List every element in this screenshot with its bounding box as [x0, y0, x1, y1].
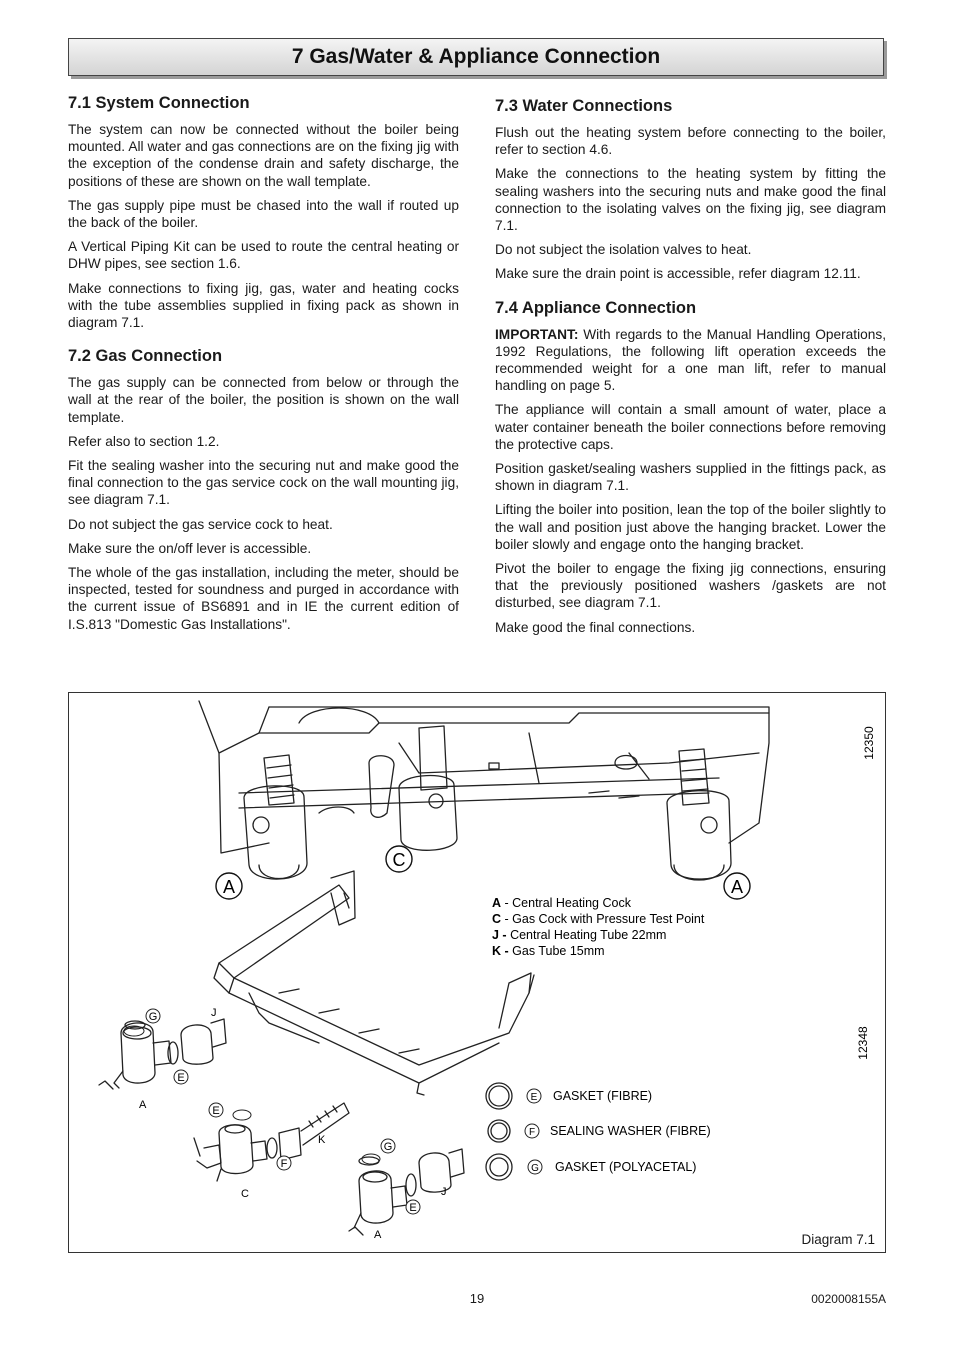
component-key: [492, 896, 705, 958]
installation-diagram: [69, 693, 885, 1252]
key-item: K - Gas Tube 15mm: [492, 944, 605, 958]
heading-appliance-connection: 7.4 Appliance Connection: [495, 298, 697, 317]
paragraph: The system can now be connected without the boiler being mounted. All water and gas connections are on the fixing jig with the exception of the condense drain and safety discharge, the positions of these are shown on the wall template.: [68, 122, 459, 189]
heading-system-connection: 7.1 System Connection: [68, 94, 250, 112]
callout-c: [386, 846, 412, 872]
page-title: 7 Gas/Water & Appliance Connection: [291, 45, 661, 68]
svg-text:C: C: [392, 850, 406, 870]
diagram-7-1: [68, 692, 886, 1253]
paragraph: Flush out the heating system before connecting to the boiler, refer to section 4.6.: [495, 125, 886, 158]
svg-text:A: A: [139, 1099, 147, 1111]
svg-text:G: G: [148, 1011, 158, 1023]
paragraph: The gas supply pipe must be chased into the wall if routed up the back of the boiler.: [68, 197, 459, 231]
loose-heating-cock-left-illustration: [99, 1019, 226, 1089]
important-text: With regards to the Manual Handling Operations, 1992 Regulations, the following lift operation exceeds the recommended weight for a one man lift, refer to manual handling on page 5.: [495, 326, 886, 394]
central-heating-cock-left-illustration: [244, 755, 307, 879]
left-column: [68, 94, 459, 640]
key-item: C - Gas Cock with Pressure Test Point: [492, 912, 705, 926]
paragraph: The whole of the gas installation, including the meter, should be inspected, tested for soundness and purged in accordance with the current issue of BS6891 and in IE the current edition of I.S.813 "Domestic Gas Installations".: [68, 565, 459, 632]
paragraph: Make the connections to the heating system by fitting the sealing washers into the securing nuts and make good the final connection to the isolating valves on the fixing jig, see diagram 7.1.: [495, 166, 886, 234]
legend-letter: E: [530, 1092, 538, 1103]
heading-water-connections: 7.3 Water Connections: [495, 97, 673, 115]
paragraph: Position gasket/sealing washers supplied in the fittings pack, as shown in diagram 7.1.: [495, 461, 886, 494]
heading-gas-connection: 7.2 Gas Connection: [68, 347, 223, 366]
diagram-caption: Diagram 7.1: [801, 1232, 875, 1247]
important-paragraph: [495, 326, 886, 395]
key-item: J - Central Heating Tube 22mm: [492, 928, 667, 942]
legend-ring-icons: [486, 1083, 512, 1180]
paragraph: Do not subject the isolation valves to heat.: [495, 242, 752, 258]
page-number: 19: [469, 1291, 485, 1306]
paragraph: Make sure the on/off lever is accessible.: [68, 540, 312, 556]
section-title-banner: [68, 38, 884, 76]
central-heating-cock-right-illustration: [667, 749, 731, 880]
paragraph: The gas supply can be connected from below or through the wall at the rear of the boiler, the position is shown on the wall template.: [68, 375, 459, 425]
document-code: 0020008155A: [811, 1292, 886, 1306]
svg-text:G: G: [383, 1141, 393, 1153]
svg-text:E: E: [409, 1202, 417, 1214]
svg-text:E: E: [212, 1105, 220, 1117]
svg-text:F: F: [280, 1158, 288, 1170]
important-label: IMPORTANT:: [495, 326, 579, 342]
figure-ref-top: 12350: [862, 726, 876, 760]
svg-text:J: J: [441, 1186, 447, 1198]
washer-legend: [525, 1089, 711, 1174]
right-column: [495, 94, 886, 643]
paragraph: A Vertical Piping Kit can be used to route the central heating or DHW pipes, see section 1.6.: [68, 239, 459, 272]
svg-text:J: J: [211, 1007, 217, 1019]
fixing-jig-bracket-illustration: [214, 871, 534, 1095]
key-item: A - Central Heating Cock: [492, 896, 631, 910]
legend-text: SEALING WASHER (FIBRE): [550, 1124, 711, 1138]
paragraph: Fit the sealing washer into the securing nut and make good the final connection to the gas service cock on the wall mounting jig, see diagram 7.1.: [68, 458, 459, 508]
callout-a-left: [216, 873, 242, 899]
legend-text: GASKET (POLYACETAL): [555, 1160, 697, 1174]
svg-text:A: A: [730, 877, 744, 897]
legend-letter: G: [531, 1163, 539, 1174]
paragraph: Do not subject the gas service cock to heat.: [68, 516, 333, 532]
legend-letter: F: [528, 1127, 536, 1138]
legend-text: GASKET (FIBRE): [553, 1089, 653, 1103]
svg-text:C: C: [241, 1188, 249, 1200]
paragraph: Lifting the boiler into position, lean the top of the boiler slightly to the wall and position just above the hanging bracket. Lower the boiler slowly and engage onto the hanging bracket.: [495, 502, 886, 552]
paragraph: Make good the final connections.: [495, 619, 696, 635]
figure-ref-bottom: 12348: [856, 1026, 870, 1060]
svg-text:K: K: [318, 1134, 326, 1146]
svg-text:A: A: [374, 1229, 382, 1241]
callout-a-right: [724, 873, 750, 899]
paragraph: Refer also to section 1.2.: [68, 433, 220, 449]
paragraph: Make sure the drain point is accessible, refer diagram 12.11.: [495, 266, 861, 282]
paragraph: Make connections to fixing jig, gas, water and heating cocks with the tube assemblies supplied in fixing pack as shown in diagram 7.1.: [68, 280, 459, 331]
boiler-underside-illustration: [199, 701, 769, 853]
paragraph: The appliance will contain a small amount of water, place a water container beneath the boiler connections before removing the protective caps.: [495, 402, 886, 452]
loose-heating-cock-right-illustration: [349, 1149, 464, 1235]
svg-text:E: E: [177, 1072, 185, 1084]
paragraph: Pivot the boiler to engage the fixing jig connections, ensuring that the previously positioned washers /gaskets are not disturbed, see diagram 7.1.: [495, 561, 886, 611]
svg-text:A: A: [222, 877, 236, 897]
